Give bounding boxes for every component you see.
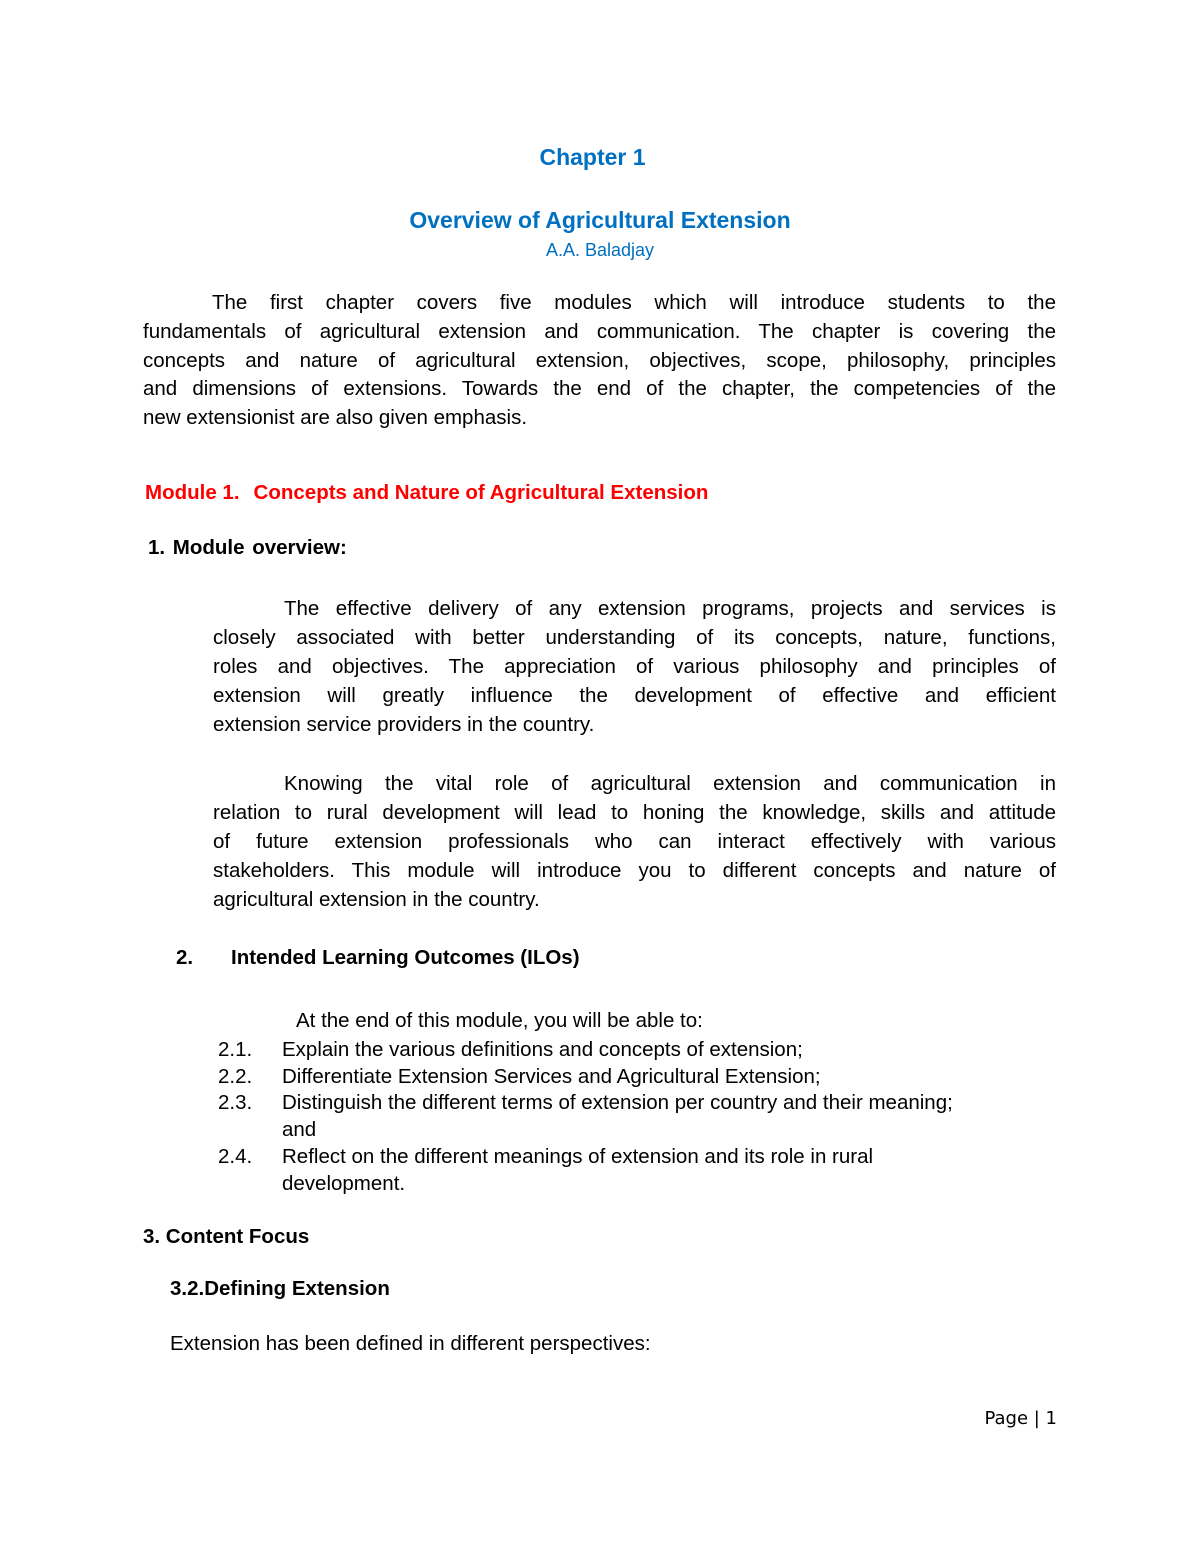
overview-line: roles and objectives. The appreciation of various philosophy and principles of: [213, 655, 1056, 678]
overview-line: agricultural extension in the country.: [213, 888, 540, 911]
intro-line: concepts and nature of agricultural extension, objectives, scope, philosophy, principles: [143, 349, 1056, 372]
ilo-number: 2.: [176, 946, 194, 969]
author-name: A.A. Baladjay: [545, 240, 655, 260]
chapter-heading: Chapter 1: [539, 144, 646, 170]
ilo-item-text: Explain the various definitions and concepts of extension;: [282, 1038, 803, 1061]
ilo-intro: At the end of this module, you will be able to:: [296, 1009, 703, 1032]
overview-line: extension will greatly influence the development of effective and efficient: [213, 684, 1056, 707]
module-number: Module 1.: [145, 481, 240, 504]
overview-line: stakeholders. This module will introduce you to different concepts and nature of: [213, 859, 1056, 882]
intro-line: and dimensions of extensions. Towards the end of the chapter, the competencies of the: [143, 377, 1056, 400]
ilo-item-number: 2.4.: [218, 1145, 253, 1168]
ilo-heading: Intended Learning Outcomes (ILOs): [231, 946, 580, 969]
overview-line: closely associated with better understanding of its concepts, nature, functions,: [213, 626, 1056, 649]
ilo-item-text: Reflect on the different meanings of extension and its role in rural: [282, 1145, 874, 1168]
overview-line: relation to rural development will lead to honing the knowledge, skills and attitude: [213, 801, 1056, 824]
ilo-item-number: 2.3.: [218, 1091, 253, 1114]
chapter-title: Overview of Agricultural Extension: [409, 207, 791, 233]
ilo-item-text: development.: [282, 1172, 406, 1195]
definition-intro-text: Extension has been defined in different perspectives:: [170, 1332, 651, 1355]
module-title: Concepts and Nature of Agricultural Extension: [253, 481, 709, 504]
content-focus-heading: 3. Content Focus: [143, 1225, 310, 1248]
overview-line: The effective delivery of any extension programs, projects and services is: [284, 597, 1056, 620]
page-number: Page | 1: [984, 1408, 1057, 1429]
intro-line: fundamentals of agricultural extension and communication. The chapter is covering the: [143, 320, 1056, 343]
intro-line: new extensionist are also given emphasis.: [143, 406, 528, 429]
overview-line: extension service providers in the country.: [213, 713, 595, 736]
intro-line: The first chapter covers five modules which will introduce students to the: [212, 291, 1056, 314]
ilo-item-text: and: [282, 1118, 317, 1141]
module-heading: [145, 477, 708, 509]
overview-line: Knowing the vital role of agricultural extension and communication in: [284, 772, 1056, 795]
overview-line: of future extension professionals who can interact effectively with various: [213, 830, 1056, 853]
ilo-item-number: 2.1.: [218, 1038, 253, 1061]
module-overview-heading: 1. Module overview:: [148, 536, 347, 559]
ilo-item-text: Differentiate Extension Services and Agricultural Extension;: [282, 1065, 821, 1088]
ilo-item-number: 2.2.: [218, 1065, 253, 1088]
defining-extension-heading: 3.2.Defining Extension: [170, 1277, 390, 1300]
ilo-item-text: Distinguish the different terms of extension per country and their meaning;: [282, 1091, 953, 1114]
